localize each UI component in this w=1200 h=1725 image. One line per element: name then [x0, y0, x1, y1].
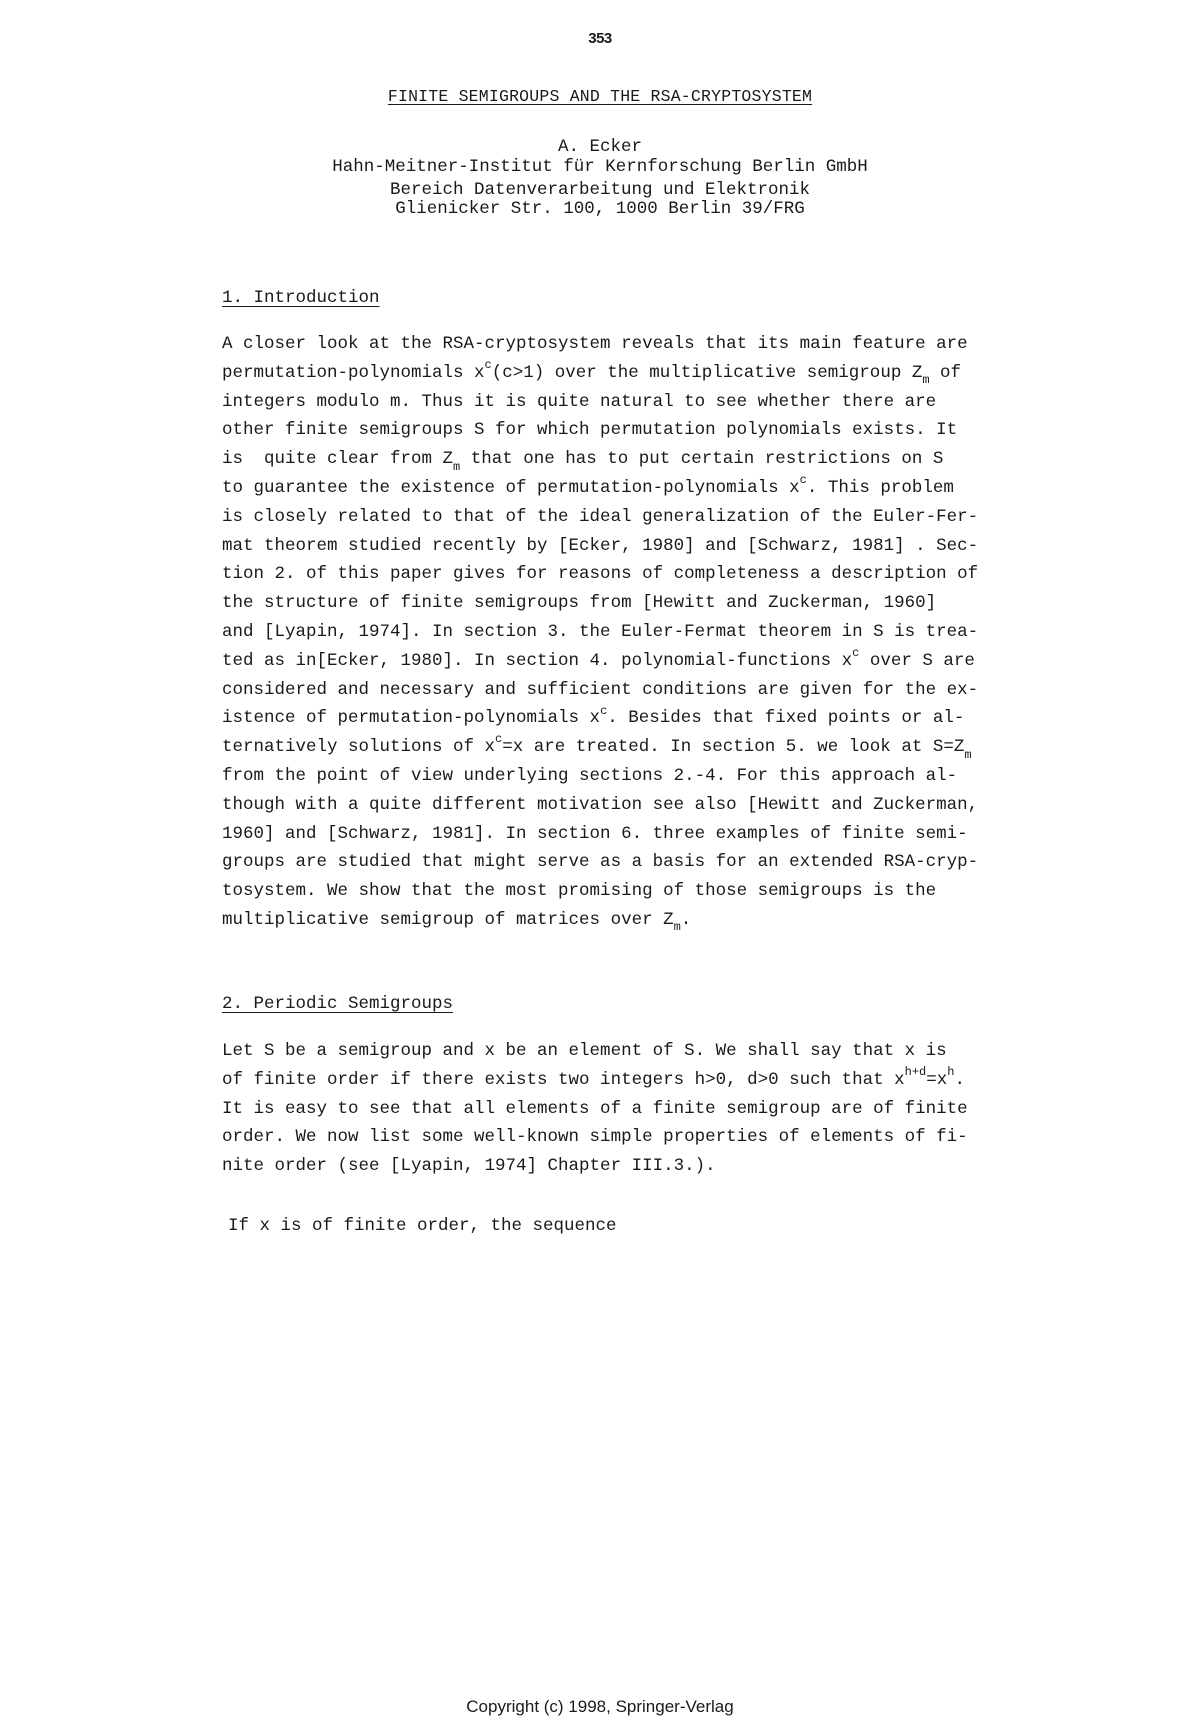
subscript: m	[673, 920, 681, 935]
subscript: m	[964, 747, 972, 762]
paper-title	[0, 87, 1200, 106]
text-line: tion 2. of this paper gives for reasons of completeness a description of	[222, 564, 979, 585]
superscript: c	[852, 645, 860, 660]
paper-title-text: FINITE SEMIGROUPS AND THE RSA-CRYPTOSYSTEM	[387, 87, 813, 106]
text-line: A closer look at the RSA-cryptosystem reveals that its main feature are	[222, 334, 968, 354]
superscript: c	[495, 732, 503, 747]
periodic-semigroups-paragraph	[222, 1037, 1052, 1181]
text-line: tosystem. We show that the most promising of those semigroups is the	[222, 881, 937, 902]
text-line: though with a quite different motivation see also [Hewitt and Zuckerman,	[222, 794, 979, 815]
text-line: from the point of view underlying sections 2.-4. For this approach al-	[222, 765, 958, 786]
affiliation-line: Bereich Datenverarbeitung und Elektronik	[389, 180, 811, 200]
text-line: to guarantee the existence of permutation-polynomials $x^c$. This problem	[222, 473, 954, 498]
text-line: other finite semigroups S for which permutation polynomials exists. It	[222, 420, 958, 441]
text-line: istence of permutation-polynomials $x^c$. Besides that fixed points or al-	[222, 703, 965, 729]
text-line: considered and necessary and sufficient conditions are given for the ex-	[222, 679, 979, 700]
text-line: mat theorem studied recently by [Ecker, 1980] and [Schwarz, 1981] . Sec-	[222, 535, 979, 556]
section-heading-periodic-semigroups: 2. Periodic Semigroups	[222, 994, 454, 1014]
text-line: Let S be a semigroup and x be an element of S. We shall say that x is	[222, 1041, 947, 1061]
text-line: It is easy to see that all elements of a finite semigroup are of finite	[222, 1098, 968, 1119]
text-line: and [Lyapin, 1974]. In section 3. the Euler-Fermat theorem in S is trea-	[222, 621, 979, 642]
subscript: m	[922, 373, 930, 388]
text-line: nite order (see [Lyapin, 1974] Chapter III.3.).	[222, 1156, 716, 1177]
superscript: h+d	[904, 1064, 927, 1079]
author-name: A. Ecker	[557, 137, 642, 157]
page-number: 353	[588, 30, 612, 47]
subscript: m	[453, 459, 461, 474]
superscript: h	[947, 1064, 955, 1079]
superscript: c	[600, 703, 608, 718]
text-line: order. We now list some well-known simple properties of elements of fi-	[222, 1127, 968, 1148]
superscript: c	[484, 357, 492, 372]
introduction-paragraph	[222, 330, 1052, 935]
affiliation-line: Glienicker Str. 100, 1000 Berlin 39/FRG	[395, 199, 805, 219]
text-line: of finite order if there exists two integers h>0, d>0 such that $x^{h+d}=x^h$.	[222, 1064, 965, 1090]
text-line: the structure of finite semigroups from [Hewitt and Zuckerman, 1960]	[222, 593, 937, 614]
copyright-notice: Copyright (c) 1998, Springer-Verlag	[466, 1697, 734, 1716]
affiliation-line: Hahn-Meitner-Institut für Kernforschung Berlin GmbH	[332, 157, 868, 177]
text-line: is closely related to that of the ideal generalization of the Euler-Fer-	[222, 506, 979, 527]
text-line: is quite clear from $Z_m$ that one has to put certain restrictions on S	[222, 449, 944, 474]
text-line: permutation-polynomials $x^c(c>1)$ over the multiplicative semigroup $Z_m$ of	[222, 357, 962, 388]
text-line: multiplicative semigroup of matrices over $Z_m$.	[222, 909, 692, 935]
text-line: ted as in[Ecker, 1980]. In section 4. polynomial-functions $x^c$ over S are	[222, 645, 975, 671]
trailing-sentence: If x is of finite order, the sequence	[228, 1216, 617, 1236]
text-line: ternatively solutions of $x^c=x$ are treated. In section 5. we look at $S=Z_m$	[222, 732, 972, 762]
section-heading-introduction: 1. Introduction	[222, 288, 380, 308]
superscript: c	[799, 473, 807, 488]
text-line: groups are studied that might serve as a basis for an extended RSA-cryp-	[222, 852, 979, 873]
text-line: 1960] and [Schwarz, 1981]. In section 6. three examples of finite semi-	[222, 823, 968, 844]
text-line: integers modulo m. Thus it is quite natural to see whether there are	[222, 391, 937, 412]
